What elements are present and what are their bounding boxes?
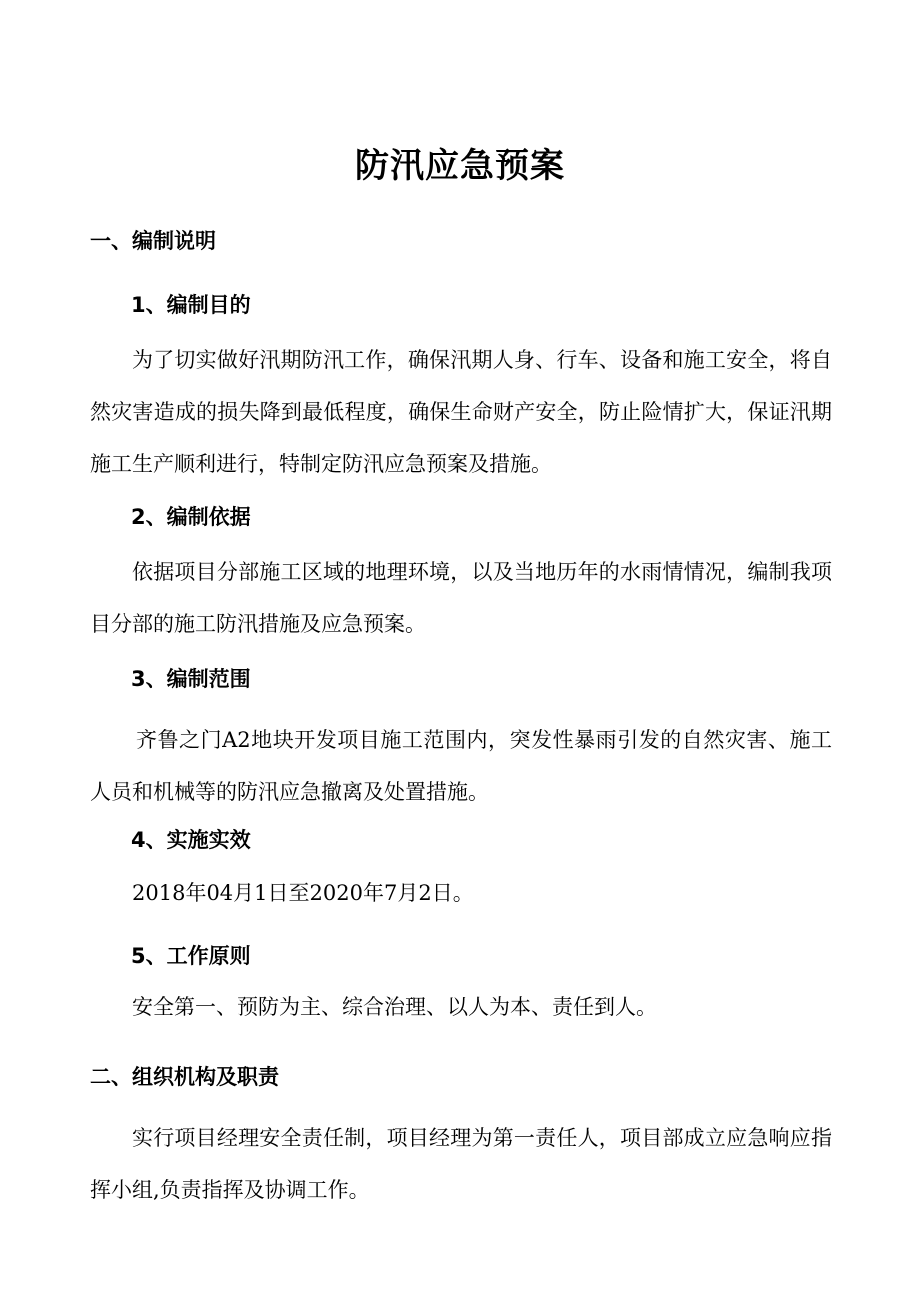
section-heading-1: 一、编制说明 xyxy=(90,229,216,253)
paragraph-period: 2018年04月1日至2020年7月2日。 xyxy=(132,881,474,905)
subsection-heading-basis: 2、编制依据 xyxy=(131,505,251,529)
paragraph-purpose: 为了切实做好汛期防汛工作，确保汛期人身、行车、设备和施工安全，将自然灾害造成的损失降到最低程度，确保生命财产安全，防止险情扩大，保证汛期施工生产顺利进行，特制定防汛应急预案及措施。 xyxy=(90,348,832,476)
subsection-heading-principles: 5、工作原则 xyxy=(131,944,251,968)
paragraph-scope: 齐鲁之门A2地块开发项目施工范围内，突发性暴雨引发的自然灾害、施工人员和机械等的防汛应急撤离及处置措施。 xyxy=(90,728,832,804)
section-heading-2: 二、组织机构及职责 xyxy=(90,1065,279,1089)
document-title: 防汛应急预案 xyxy=(355,146,565,186)
paragraph-basis: 依据项目分部施工区域的地理环境，以及当地历年的水雨情情况，编制我项目分部的施工防汛措施及应急预案。 xyxy=(90,560,832,636)
paragraph-organization: 实行项目经理安全责任制，项目经理为第一责任人，项目部成立应急响应指挥小组,负责指挥及协调工作。 xyxy=(90,1126,832,1202)
subsection-heading-purpose: 1、编制目的 xyxy=(131,293,251,317)
subsection-heading-scope: 3、编制范围 xyxy=(131,667,251,691)
paragraph-principles: 安全第一、预防为主、综合治理、以人为本、责任到人。 xyxy=(132,995,657,1019)
subsection-heading-period: 4、实施实效 xyxy=(131,828,251,852)
